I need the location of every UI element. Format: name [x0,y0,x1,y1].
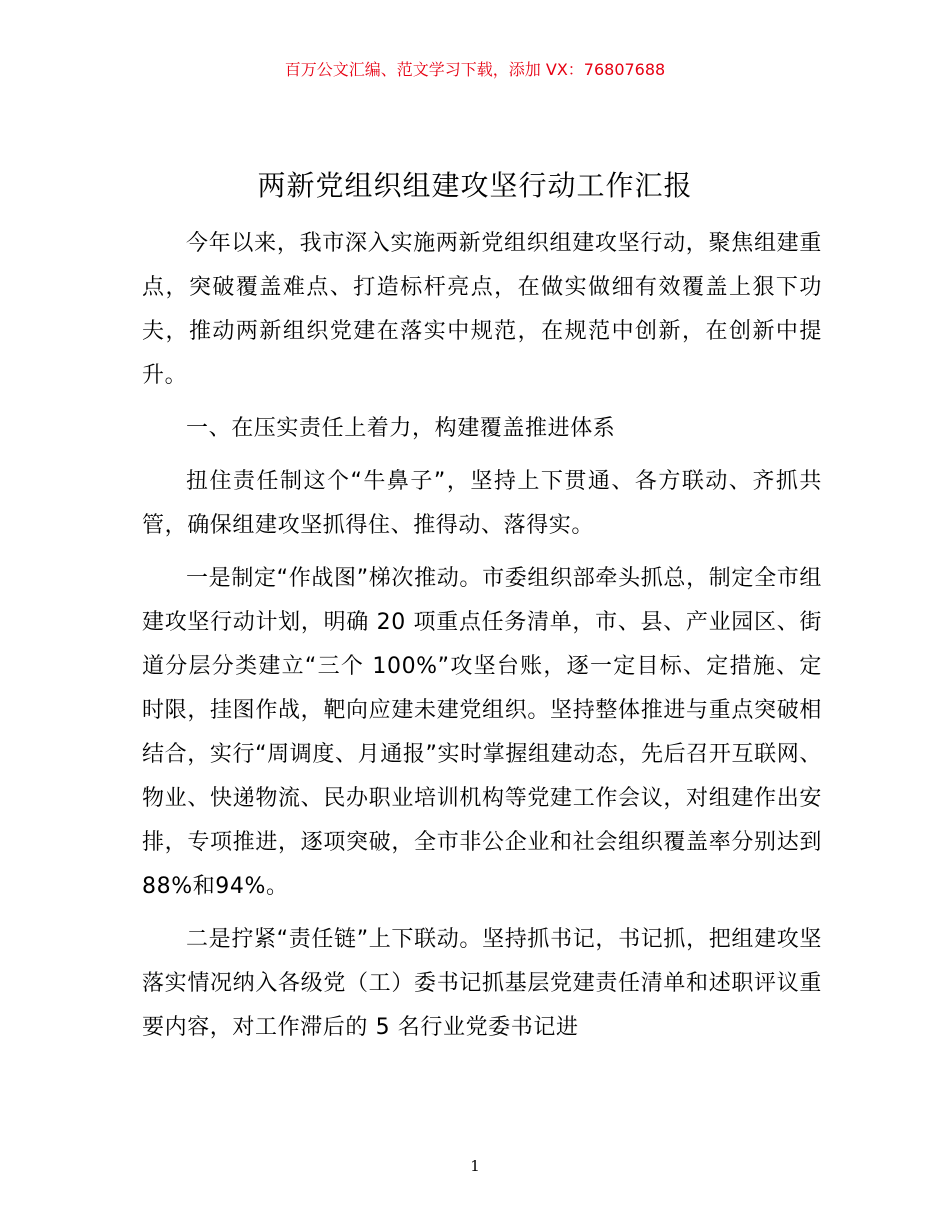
paragraph-battle-map: 一是制定“作战图”梯次推动。市委组织部牵头抓总，制定全市组建攻坚行动计划，明确 20 项重点任务清单，市、县、产业园区、街道分层分类建立“三个 100%”攻坚台账，逐一定目标、定措施、定时限，挂图作战，靶向应建未建党组织。坚持整体推进与重点突破相结合，实行“周调度、月通报”实时掌握组建动态，先后召开互联网、物业、快递物流、民办职业培训机构等党建工作会议，对组建作出安排，专项推进，逐项突破，全市非公企业和社会组织覆盖率分别达到 88%和94%。 [142,566,822,899]
paragraph-intro: 今年以来，我市深入实施两新党组织组建攻坚行动，聚焦组建重点，突破覆盖难点、打造标杆亮点，在做实做细有效覆盖上狠下功夫，推动两新组织党建在落实中规范，在规范中创新，在创新中提升。 [142,231,822,388]
paragraph-responsibility: 扭住责任制这个“牛鼻子”，坚持上下贯通、各方联动、齐抓共管，确保组建攻坚抓得住、推得动、落得实。 [142,469,822,538]
document-body [142,222,822,1059]
page-number: 1 [470,1157,480,1175]
header-watermark-note: 百万公文汇编、范文学习下载，添加 VX：76807688 [284,60,666,79]
document-title: 两新党组织组建攻坚行动工作汇报 [257,169,693,202]
paragraph-responsibility-chain: 二是拧紧“责任链”上下联动。坚持抓书记，书记抓，把组建攻坚落实情况纳入各级党（工）委书记抓基层党建责任清单和述职评议重要内容，对工作滞后的 5 名行业党委书记进 [142,927,822,1040]
section-heading-1: 一、在压实责任上着力，构建覆盖推进体系 [186,416,616,441]
